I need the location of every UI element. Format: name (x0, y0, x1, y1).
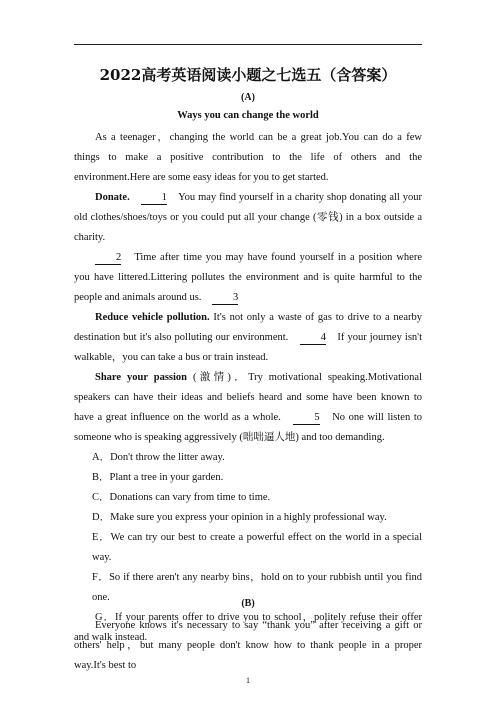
section-b-label: (B) (241, 598, 255, 609)
donate-text: You may find yourself in a charity shop donating all your old clothes/shoes/toys or you could put all your change (零钱) in a box outside a charity. (74, 192, 422, 243)
paragraph-passion (74, 368, 422, 448)
paragraph-litter (74, 248, 422, 308)
passage-title: Ways you can change the world (177, 110, 319, 121)
option-f: F．So if there aren't any nearby bins，hold on to your rubbish until you find one. (92, 572, 422, 603)
vehicle-text: It's not only a waste of gas to drive to a nearby destination but it's also polluting our environment. (74, 312, 423, 343)
paragraph-donate (74, 188, 422, 248)
blank-1: 1 (141, 192, 167, 205)
page-number: 1 (246, 676, 250, 685)
vehicle-tail: If your journey isn't walkable，you can take a bus or train instead. (74, 332, 422, 363)
paragraph-b1: Everyone knows it's necessary to say “thank you” after receiving a gift or others' help，but many people don't know how to thank people in a proper way.It's best to (74, 620, 422, 671)
vehicle-heading: Reduce vehicle pollution. (95, 312, 210, 323)
option-e: E．We can try our best to create a powerful effect on the world in a special way. (92, 532, 422, 563)
donate-heading: Donate. (95, 192, 130, 203)
section-a-label: (A) (241, 92, 255, 103)
option-c: C．Donations can vary from time to time. (92, 492, 271, 503)
blank-2: 2 (95, 252, 121, 265)
litter-text: Time after time you may have found yourself in a position where you have littered.Littering pollutes the environment and is quite harmful to the people and animals around us. (74, 252, 422, 303)
passion-tail: No one will listen to someone who is speaking aggressively (咄咄逼人地) and too demanding. (74, 412, 423, 443)
option-b: B．Plant a tree in your garden. (92, 472, 224, 483)
passion-heading: Share your passion (95, 372, 188, 383)
document-title: 2022高考英语阅读小题之七选五（含答案） (99, 66, 397, 84)
header-rule (74, 44, 422, 45)
passage-b (74, 616, 422, 676)
option-d: D．Make sure you express your opinion in a highly professional way. (92, 512, 387, 523)
passion-text: (激情)．Try motivational speaking.Motivational speakers can have their ideas and beliefs heard and some have been known to have a great influence on the world as a whole. (74, 372, 423, 423)
passage-a (74, 128, 422, 648)
blank-3: 3 (212, 292, 238, 305)
option-g: G．If your parents offer to drive you to school，politely refuse their offer and walk instead. (74, 612, 422, 643)
paragraph-intro: As a teenager，changing the world can be a great job.You can do a few things to make a positive contribution to the life of others and the environment.Here are some easy ideas for you to get started. (74, 132, 422, 183)
paragraph-vehicle (74, 308, 422, 368)
option-a: A．Don't throw the litter away. (92, 452, 225, 463)
blank-5: 5 (293, 412, 319, 425)
blank-4: 4 (300, 332, 326, 345)
